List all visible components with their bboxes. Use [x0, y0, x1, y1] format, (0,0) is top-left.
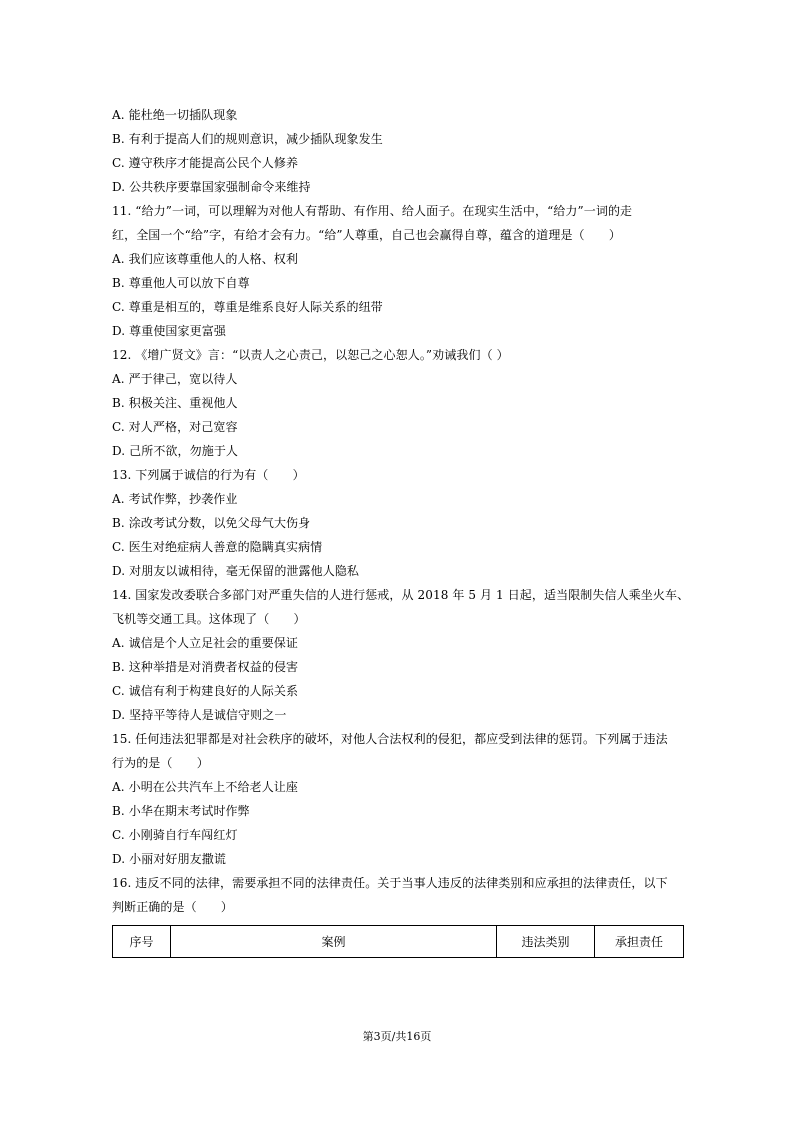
option-line: D. 尊重使国家更富强	[112, 324, 226, 338]
option-line: B. 积极关注、重视他人	[112, 396, 238, 410]
col-header-number: 序号	[113, 926, 171, 958]
col-header-liability: 承担责任	[595, 926, 684, 958]
option-line: A. 小明在公共汽车上不给老人让座	[112, 780, 298, 794]
option-line: D. 小丽对好朋友撒谎	[112, 852, 226, 866]
question-line: 12. 《增广贤文》言：“以责人之心责己，以恕己之心恕人。”劝诫我们（ ）	[112, 348, 509, 362]
col-header-violation-type: 违法类别	[497, 926, 595, 958]
option-line: D. 己所不欲，勿施于人	[112, 444, 239, 458]
question-line: 行为的是（ ）	[112, 756, 209, 770]
option-line: C. 小刚骑自行车闯红灯	[112, 828, 238, 842]
page-footer: 第3页/共16页	[362, 1030, 432, 1043]
option-line: B. 这种举措是对消费者权益的侵害	[112, 660, 299, 674]
option-line: A. 我们应该尊重他人的人格、权利	[112, 252, 298, 266]
option-line: B. 有利于提高人们的规则意识，减少插队现象发生	[112, 132, 383, 146]
option-line: A. 考试作弊，抄袭作业	[112, 492, 238, 506]
table-header-row	[113, 926, 684, 958]
option-line: D. 坚持平等待人是诚信守则之一	[112, 708, 287, 722]
question-line: 15. 任何违法犯罪都是对社会秩序的破坏，对他人合法权利的侵犯，都应受到法律的惩罚。下列属于违法	[112, 732, 668, 746]
option-line: A. 诚信是个人立足社会的重要保证	[112, 636, 298, 650]
option-line: A. 严于律己，宽以待人	[112, 372, 238, 386]
case-table	[112, 925, 684, 958]
option-line: B. 尊重他人可以放下自尊	[112, 276, 250, 290]
col-header-case: 案例	[171, 926, 497, 958]
option-line: D. 公共秩序要靠国家强制命令来维持	[112, 180, 311, 194]
option-line: B. 涂改考试分数，以免父母气大伤身	[112, 516, 311, 530]
option-line: B. 小华在期末考试时作弊	[112, 804, 250, 818]
question-line: 飞机等交通工具。这体现了（ ）	[112, 612, 306, 626]
option-line: C. 诚信有利于构建良好的人际关系	[112, 684, 299, 698]
question-line: 11. “给力”一词，可以理解为对他人有帮助、有作用、给人面子。在现实生活中，“给力”一词的走	[112, 204, 633, 218]
question-line: 14. 国家发改委联合多部门对严重失信的人进行惩戒，从 2018 年 5 月 1 日起，适当限制失信人乘坐火车、	[112, 588, 690, 602]
option-line: C. 对人严格，对己宽容	[112, 420, 238, 434]
option-line: C. 尊重是相互的，尊重是维系良好人际关系的纽带	[112, 300, 383, 314]
option-line: C. 医生对绝症病人善意的隐瞒真实病情	[112, 540, 323, 554]
option-line: A. 能杜绝一切插队现象	[112, 108, 238, 122]
option-line: C. 遵守秩序才能提高公民个人修养	[112, 156, 299, 170]
option-line: D. 对朋友以诚相待，毫无保留的泄露他人隐私	[112, 564, 360, 578]
question-line: 判断正确的是（ ）	[112, 900, 234, 914]
question-line: 红，全国一个“给”字，有给才会有力。“给”人尊重，自己也会赢得自尊，蕴含的道理是（ ）	[112, 228, 621, 242]
question-line: 16. 违反不同的法律，需要承担不同的法律责任。关于当事人违反的法律类别和应承担的法律责任，以下	[112, 876, 668, 890]
question-line: 13. 下列属于诚信的行为有（ ）	[112, 468, 305, 482]
